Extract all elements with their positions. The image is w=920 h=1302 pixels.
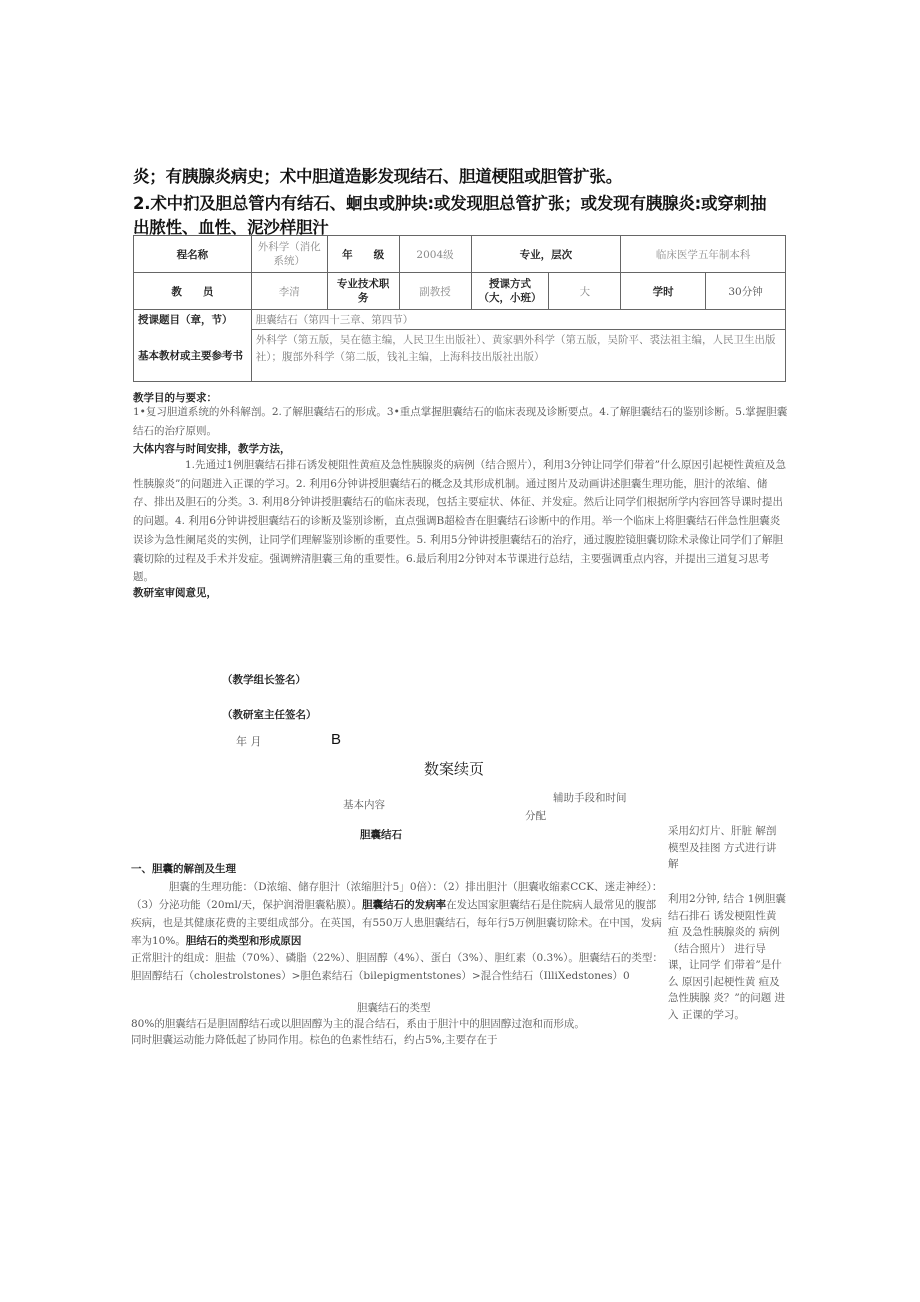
group-leader-signature: （教学组长签名） <box>222 674 306 686</box>
content-text: 1.先通过1例胆囊结石排石诱发梗阻性黄疸及急性胰腺炎的病例（结合照片），利用3分钟让同学们带着”什么原因引起梗性黄疸及急性胰腺炎”的问题进入正课的学习。2. 利用6分钟讲授胆囊结石的概念及其形成机制。通过图片及动画讲述胆囊生理功能，胆汁的浓缩、储存、排出及胆石的分类。3. 利用8分钟讲授胆囊结石的临床表现，包括主要症状、体征、并发症。然后让同学们根据所学内容回答导课时提出的问题。4. 利用6分钟讲授胆囊结石的诊断及鉴别诊断，直点强调B超检杳在胆囊结石诊断中的作用。举一个临床上将胆囊结石伴急性胆囊炎误诊为急性阑尾炎的实例，让同学们理解鉴别诊断的重要性。5. 利用5分钟讲授胆囊结石的治疗，通过腹腔镜胆囊切除术录像让同学们了解胆囊切除的过程及手术并发症。强调辨清胆囊三角的重要性。6.最后利用2分钟对本节课进行总结，主要强调重点内容，并提出三道复习思考题。 <box>133 459 786 584</box>
cholesterol-stone-text: 80%的胆囊结石是胆固醇结石或以胆固醇为主的混合结石，系由于胆汁中的胆固醇过泡和而形成。同时胆囊运动能力降低起了协同作用。棕色的色素性结石，约占5%,主要存在于 <box>131 1018 585 1046</box>
incidence-text: 在发达国家胆囊结石是住院病人最常见的腹部疾病，也是其健康花费的主要组成部分。在英国，有550万人患胆囊结石，每年行5万例胆囊切除术。在中国，发病率为10%。 <box>131 899 662 947</box>
bile-composition-text: 正常胆汁的组成：胆盐（70%）、磷脂（22%）、胆固醇（4%）、蛋白（3%）、胆红素（0.3%）。胆囊结石的类型：胆固醇结石（cholestrolstones）>胆色素结石（bilepigmentstones）>混合性结石（IlliXedstones）0 <box>131 952 663 982</box>
topic-label: 授课题目（章，节） <box>134 310 252 330</box>
title-label: 专业技术职 务 <box>327 273 399 310</box>
date-line: 年 月 <box>236 735 262 748</box>
continuation-title: 数案续页 <box>424 760 485 778</box>
major-value: 临床医学五年制本科 <box>621 236 786 273</box>
books-value: 外科学（第五版，吴在德主编，人民卫生出版社）、黄家驷外科学（第五版，吴阶平、裘法祖主编，人民卫生出版社）；腹部外科学（第二版，钱礼主编，上海科技出版社出版） <box>251 330 785 382</box>
major-label: 专业，层次 <box>471 236 621 273</box>
goals-text: 1•复习胆道系统的外科解剖。2.了解胆囊结石的形成。3•重点掌握胆囊结石的临床表现及诊断要点。4.了解胆囊结石的鉴别诊断。5.掌握胆囊结石的治疗原则。 <box>133 406 788 437</box>
section-heading: 一、胆囊的解剖及生理 <box>131 863 236 875</box>
review-heading: 教研室审阅意见， <box>133 587 217 599</box>
aux-note-2: 利用2分钟, 结合 1例胆囊结石排石 诱发梗阻性黄疸 及急性胰腺炎的 病例（结合照片） 进行导课，让同学 们带着”是什么 原因引起梗性黄 疸及急性胰腺 炎？”的问题 进入 正课的学习。 <box>668 893 786 1021</box>
hours-label: 学时 <box>621 273 706 310</box>
top-line-3: 出脓性、血性、泥沙样胆汁 <box>133 218 329 237</box>
teacher-value: 李清 <box>251 273 327 310</box>
content-heading: 大体内容与时间安排，教学方法， <box>133 443 291 455</box>
grade-value: 2004级 <box>399 236 471 273</box>
teacher-label: 教 员 <box>134 273 252 310</box>
topic-value: 胆囊结石（第四十三章、第四节） <box>251 310 785 330</box>
course-info-table <box>133 235 786 382</box>
mark-b: B <box>331 731 342 748</box>
stone-types-title: 胆囊结石的类型 <box>357 1002 431 1014</box>
books-label: 基本教材或主要参考书 <box>134 330 252 382</box>
aux-note-1: 采用幻灯片、肝脏 解剖模型及挂图 方式进行讲解 <box>668 825 777 870</box>
top-line-2: 2.术中扪及胆总管内有结石、蛔虫或肿块:或发现胆总管扩张；或发现有胰腺炎:或穿刺抽 <box>133 194 767 213</box>
title-value: 副教授 <box>399 273 471 310</box>
course-name-label: 程名称 <box>134 236 252 273</box>
method-value: 大 <box>549 273 621 310</box>
incidence-heading: 胆囊结石的发病率 <box>362 899 447 911</box>
course-name-value: 外科学（消化系统） <box>251 236 327 273</box>
grade-label: 年 级 <box>327 236 399 273</box>
goals-heading: 教学目的与要求： <box>133 392 217 404</box>
director-signature: （教研室主任签名） <box>222 709 317 721</box>
basic-content-header: 基本内容 <box>343 799 385 811</box>
physiology-text: 胆囊的生理功能：（D浓缩、储存胆汁（浓缩胆汁5」0倍）：（2）排出胆汁（胆囊收缩素CCK、迷走神经）：（3）分泌功能（20ml/天，保护润滑胆囊粘膜）。 <box>131 881 663 911</box>
aux-means-header-2: 分配 <box>525 810 546 822</box>
hours-value: 30分钟 <box>706 273 786 310</box>
stone-types-heading: 胆结石的类型和形成原因 <box>185 935 302 947</box>
top-line-1: 炎；有胰腺炎病史；术中胆道造影发现结石、胆道梗阻或胆管扩张。 <box>133 167 623 186</box>
aux-means-header: 辅助手段和时间 <box>553 792 627 804</box>
method-label: 授课方式（大，小班） <box>471 273 549 310</box>
physiology-paragraph <box>131 878 666 950</box>
subject-heading: 胆囊结石 <box>360 829 402 841</box>
